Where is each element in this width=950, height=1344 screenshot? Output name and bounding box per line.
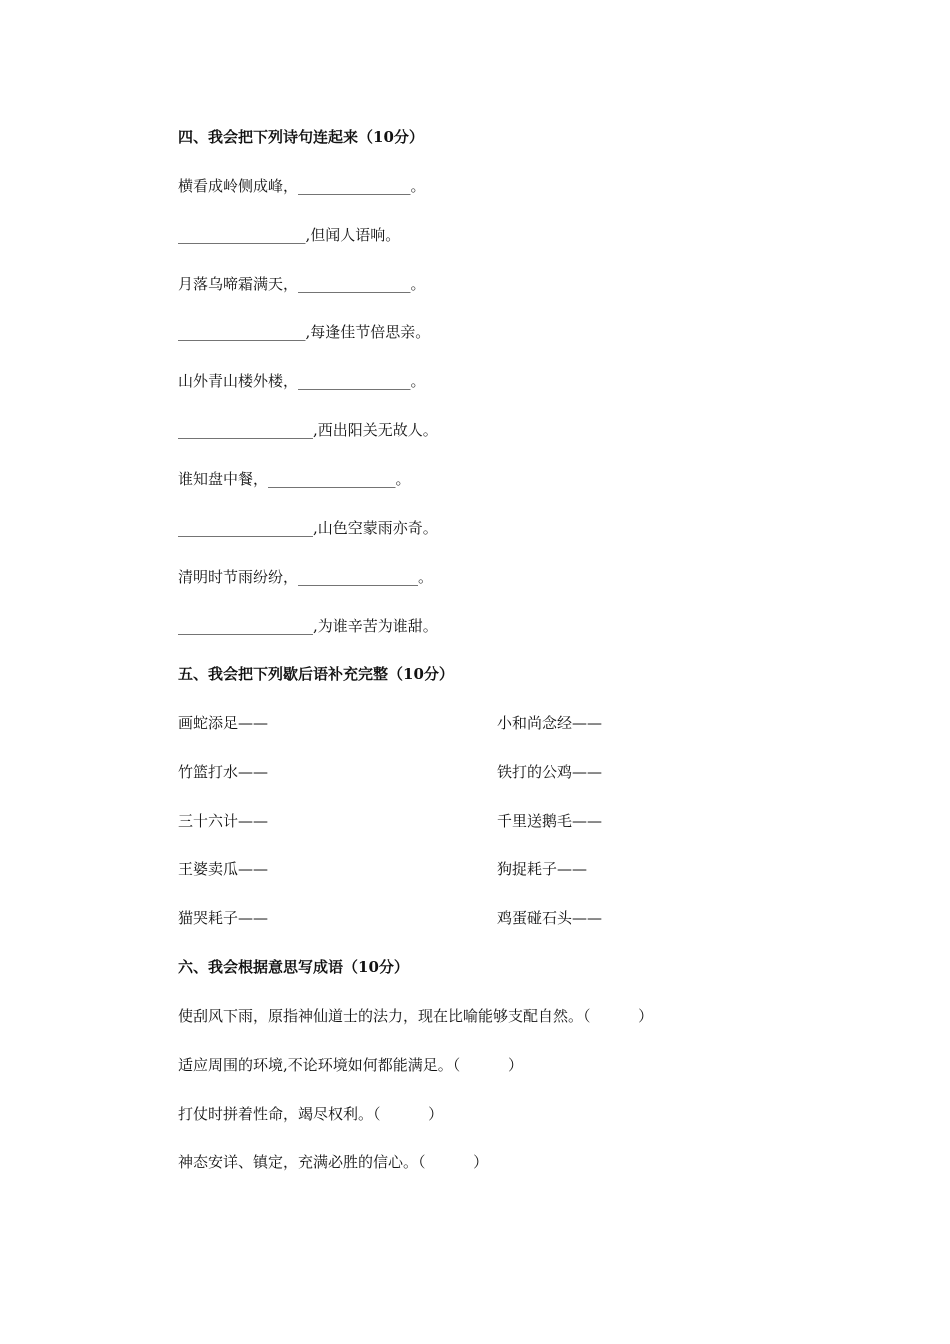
xiehouyu-left: 猫哭耗子—— [178,909,269,927]
xiehouyu-left: 画蛇添足—— [178,714,269,732]
xiehouyu-left: 竹篮打水—— [178,763,269,781]
xiehouyu-left: 三十六计—— [178,812,269,830]
idiom-definition: 使刮风下雨，原指神仙道士的法力，现在比喻能够支配自然。（ ） [178,1007,654,1025]
poem-line: _________________,但闻人语响。 [178,226,401,244]
poem-line: 清明时节雨纷纷，________________。 [178,568,434,586]
xiehouyu-right: 千里送鹅毛—— [497,812,603,830]
poem-line: __________________,山色空蒙雨亦奇。 [178,519,438,537]
section-4-heading: 四、我会把下列诗句连起来（10分） [178,128,424,146]
xiehouyu-right: 鸡蛋碰石头—— [497,909,603,927]
section-5-heading: 五、我会把下列歇后语补充完整（10分） [178,665,454,683]
poem-line: __________________,为谁辛苦为谁甜。 [178,617,438,635]
idiom-definition: 神态安详、镇定，充满必胜的信心。（ ） [178,1153,489,1171]
xiehouyu-right: 小和尚念经—— [497,714,603,732]
poem-line: _________________,每逢佳节倍思亲。 [178,323,431,341]
poem-line: __________________,西出阳关无故人。 [178,421,438,439]
xiehouyu-right: 狗捉耗子—— [497,860,588,878]
idiom-definition: 适应周围的环境,不论环境如何都能满足。（ ） [178,1056,523,1074]
xiehouyu-right: 铁打的公鸡—— [497,763,603,781]
idiom-definition: 打仗时拼着性命，竭尽权利。（ ） [178,1105,444,1123]
poem-line: 横看成岭侧成峰，_______________。 [178,177,426,195]
poem-line: 山外青山楼外楼，_______________。 [178,372,426,390]
poem-line: 谁知盘中餐，_________________。 [178,470,411,488]
poem-line: 月落乌啼霜满天，_______________。 [178,275,426,293]
section-6-heading: 六、我会根据意思写成语（10分） [178,958,409,976]
xiehouyu-left: 王婆卖瓜—— [178,860,269,878]
